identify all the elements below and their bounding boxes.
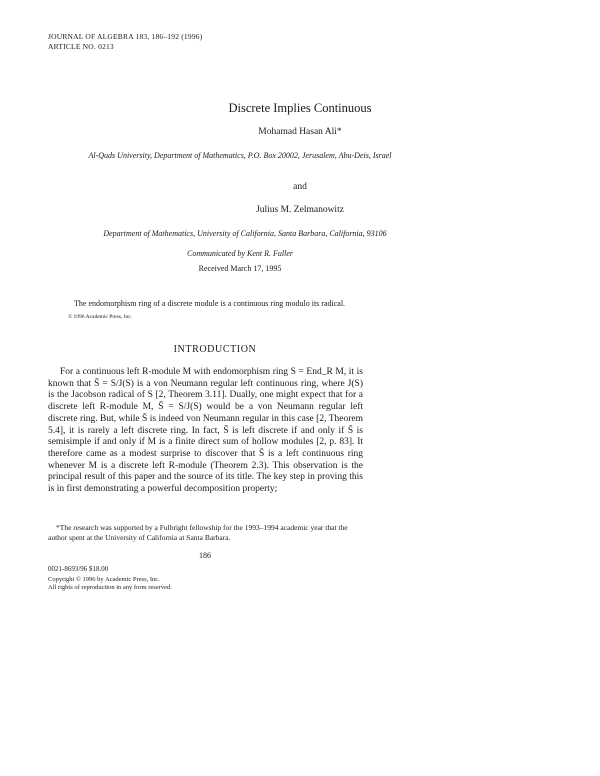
footnote-text: *The research was supported by a Fulbright fellowship for the 1993–1994 academic year that the author spent at the University of California at Santa Barbara. — [48, 523, 348, 542]
author-2: Julius M. Zelmanowitz — [256, 205, 344, 215]
paper-title: Discrete Implies Continuous — [228, 101, 372, 115]
footer-rights: All rights of reproduction in any form reserved. — [48, 584, 172, 591]
received-date: Received March 17, 1995 — [198, 264, 282, 273]
article-number: ARTICLE NO. 0213 — [48, 42, 114, 51]
introduction-body — [48, 367, 363, 496]
affiliation-2: Department of Mathematics, University of California, Santa Barbara, California, 93106 — [103, 229, 387, 238]
issn-price: 0021-8693/96 $18.00 — [48, 565, 109, 573]
page-number: 186 — [199, 551, 211, 560]
author-1: Mohamad Hasan Ali* — [258, 127, 342, 137]
abstract-copyright: © 1996 Academic Press, Inc. — [68, 314, 133, 320]
footer-copyright: Copyright © 1996 by Academic Press, Inc. — [48, 576, 160, 583]
body-paragraph: For a continuous left R-module M with endomorphism ring S = End_R M, it is known that S̄ = S/J(S) is a von Neumann regular left continuous ring, where J(S) is the Jacobson radical of S [2, Theorem 3.11]. Dually, one might expect that for a discrete left R-module M, S̄ = S/J(S) would be a von Neumann regular left discrete ring. But, while S̄ is indeed von Neumann regular in this case [2, Theorem 5.4], it is rarely a left discrete ring. In fact, S̄ is left discrete if and only if S̄ is semisimple if and only if M is a finite direct sum of hollow modules [2, p. 83]. It therefore came as a modest surprise to discover that S̄ is a left continuous ring whenever M is a discrete left R-module (Theorem 2.3). This observation is the principal result of this paper and the source of its title. The key step in proving this is in first demonstrating a powerful decomposition property; — [48, 367, 363, 495]
abstract — [64, 298, 354, 323]
communicated-by: Communicated by Kent R. Fuller — [187, 249, 293, 258]
footnote — [48, 523, 363, 543]
section-heading: INTRODUCTION — [173, 344, 257, 355]
and-separator: and — [293, 182, 307, 192]
affiliation-1: Al-Quds University, Department of Mathematics, P.O. Box 20002, Jerusalem, Abu-Deis, Israel — [88, 151, 392, 160]
abstract-text: The endomorphism ring of a discrete module is a continuous ring modulo its radical. — [74, 299, 346, 308]
journal-line: JOURNAL OF ALGEBRA 183, 186–192 (1996) — [48, 32, 203, 41]
